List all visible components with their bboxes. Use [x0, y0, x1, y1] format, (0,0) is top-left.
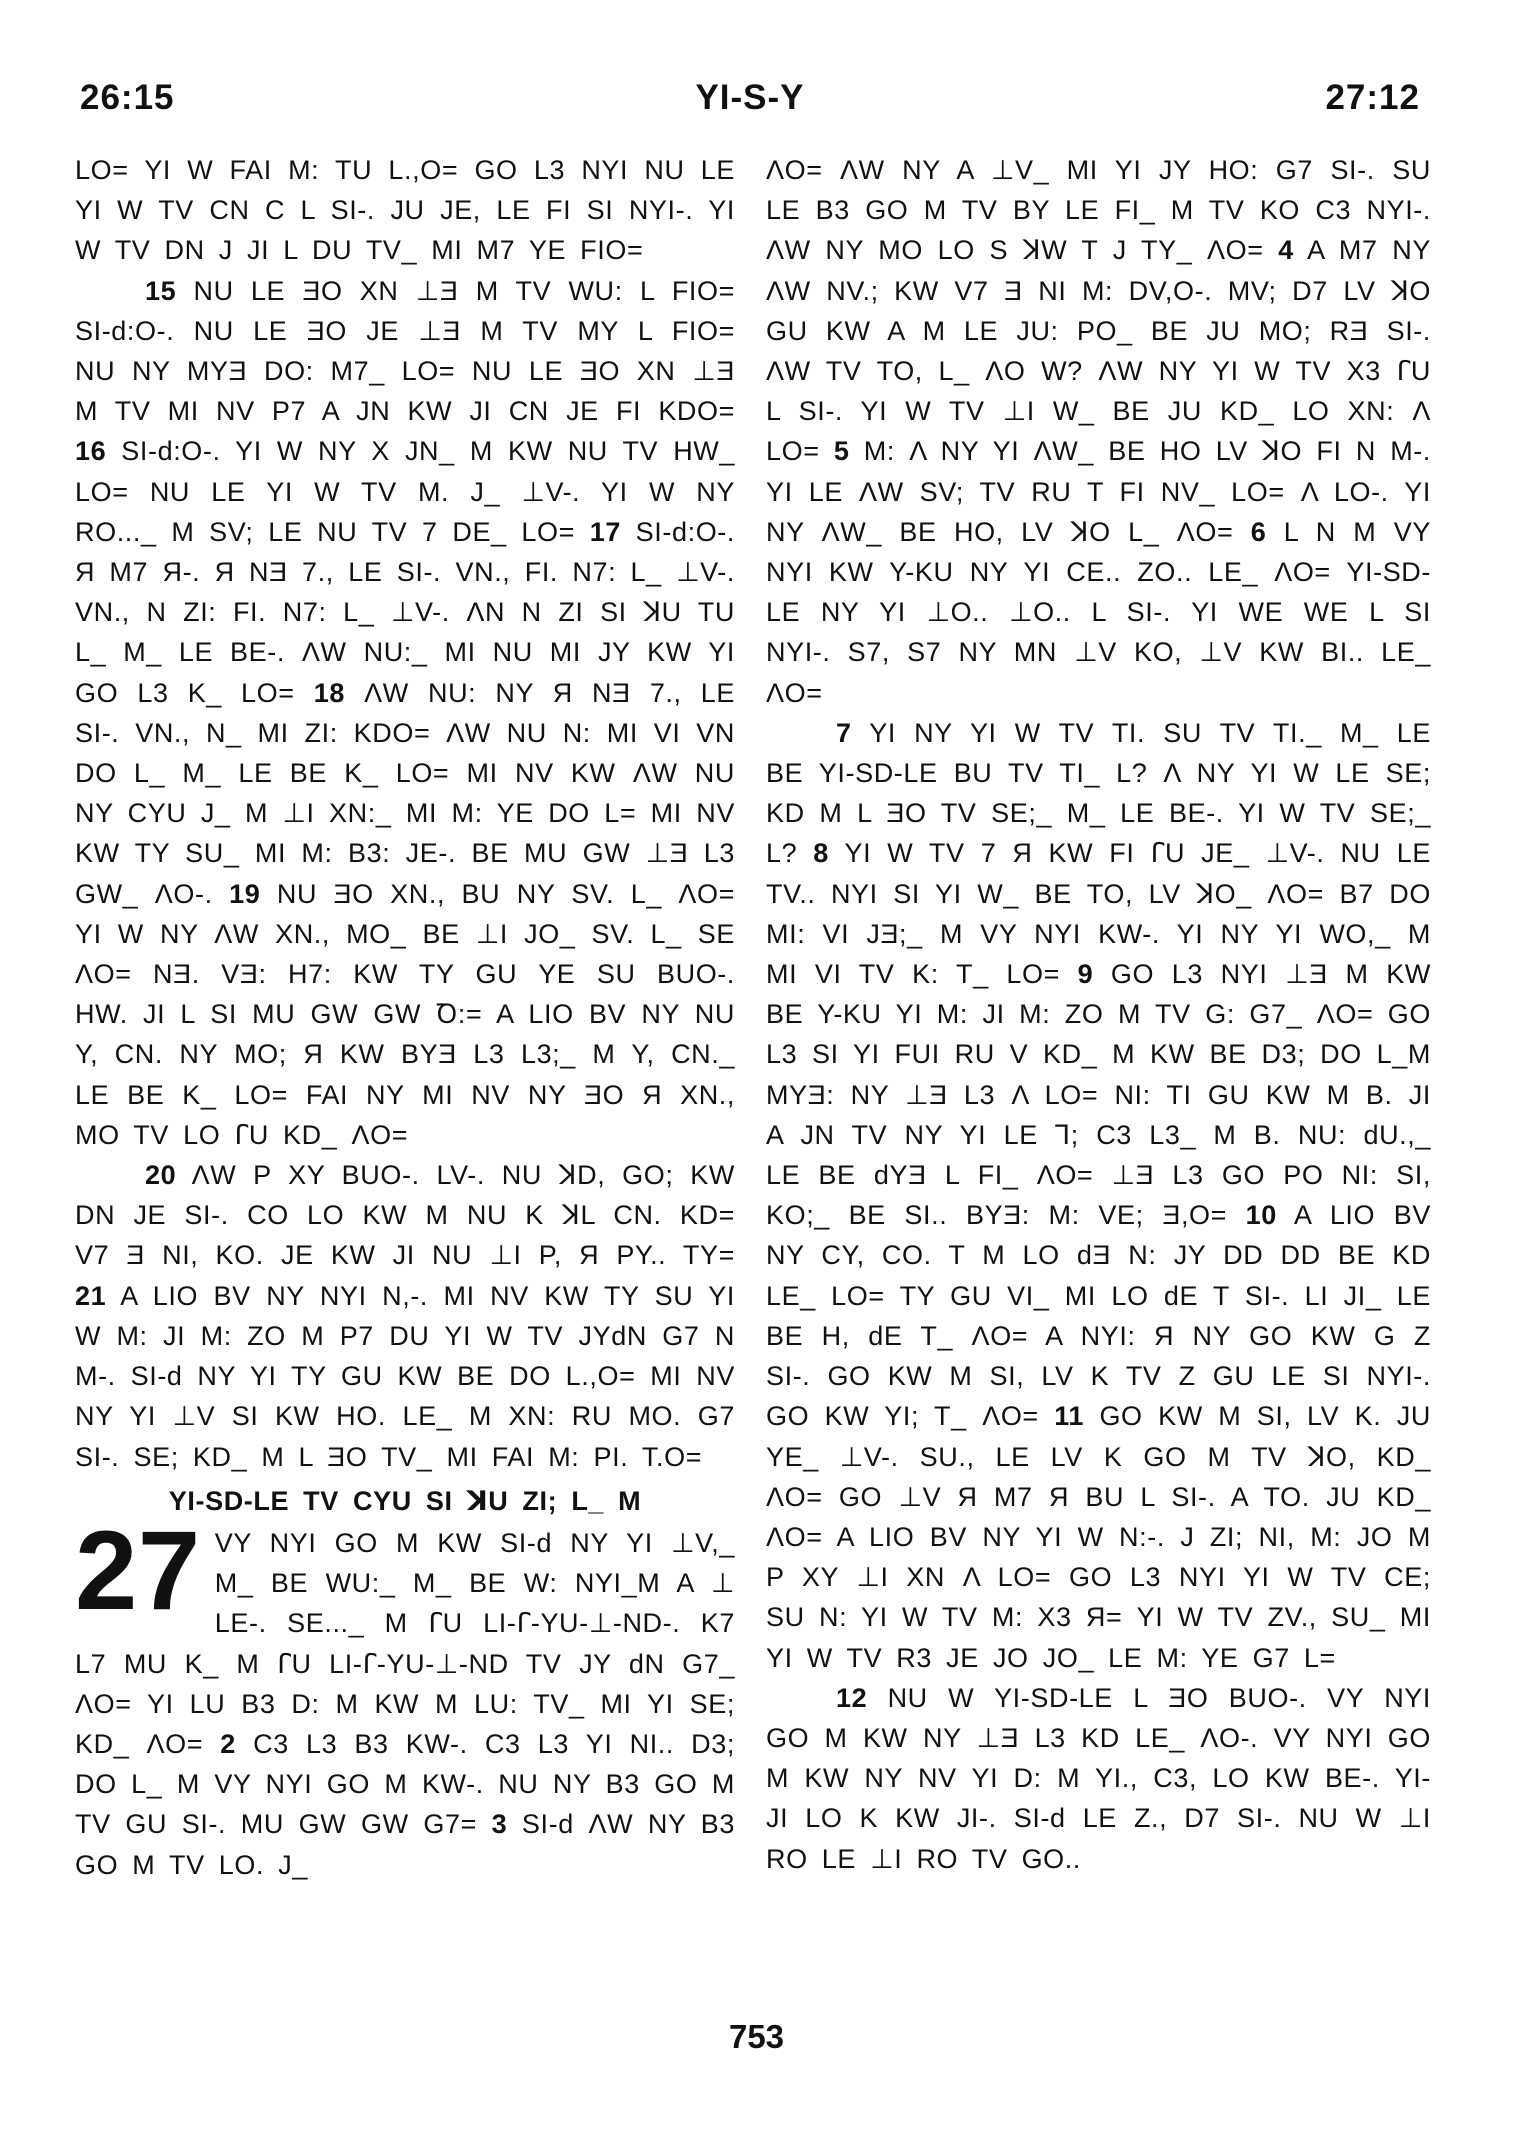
- verse-text: SI-d ΛW NY B3 GO M TV LO. J_: [75, 1809, 735, 1880]
- verse-text: NU LE ƎO XN ⊥Ǝ M TV WU: L FIO= SI-d:O-. NU LE ƎO JE ⊥Ǝ M TV MY L FIO= NU NY MYƎ DO: M7_ LO= NU LE ƎO XN ⊥Ǝ M TV MI NV P7 A JN KW JI CN JE FI KDO=: [75, 275, 735, 427]
- verse-text: ΛW P XY BUO-. LV-. NU ꓘD, GO; KW DN JE SI-. CO LO KW M NU K ꓘL CN. KD= V7 Ǝ NI, KO. JE KW JI NU ⊥I P, Я PY.. TY=: [75, 1160, 735, 1271]
- verse-number: 10: [1245, 1200, 1277, 1231]
- verse-number: 2: [220, 1728, 236, 1759]
- paragraph: [75, 1155, 735, 1477]
- paragraph: [766, 150, 1431, 713]
- page-number: 753: [728, 2018, 785, 2055]
- verse-text: A LIO BV NY NYI N,-. MI NV KW TY SU YI W M: JI M: ZO M P7 DU YI W TV JYdN G7 N M-. SI-d NY YI TY GU KW BE DO L.,O= MI NV NY YI ⊥V SI KW HO. LE_ M XN: RU MO. G7 SI-. SE; KD_ M L ƎO TV_ MI FAI M: PI. T.O=: [75, 1280, 735, 1472]
- verse-text: VY NYI GO M KW SI-d NY YI ⊥V,_ M_ BE WU:_ M_ BE W: NYI_M A ⊥ LE-. SE..._ M ꓩU LI-ꓩ-YU-⊥-ND-. K7 L7 MU K_ M ꓩU LI-ꓩ-YU-⊥-ND TV JY dN G7_ ΛO= YI LU B3 D: M KW M LU: TV_ MI YI SE; KD_ ΛO=: [75, 1527, 735, 1759]
- verse-number: 5: [833, 436, 850, 467]
- chapter-number: 27: [75, 1507, 201, 1633]
- verse-text: A M7 NY ΛW NV.; KW V7 Ǝ NI M: DV,O-. MV; D7 LV ꓘO GU KW A M LE JU: PO_ BE JU MO; RƎ SI-. ΛW TV TO, L_ ΛO W? ΛW NY YI W TV X3 ꓩU L SI-. YI W TV ⊥I W_ BE JU KD_ LO XN: Λ LO=: [766, 235, 1432, 467]
- verse-number: 17: [589, 516, 621, 547]
- verse-text: YI W TV 7 Я KW FI ꓩU JE_ ⊥V-. NU LE TV.. NYI SI YI W_ BE TO, LV ꓘO_ ΛO= B7 DO MI: VI JƎ;_ M VY NYI KW-. YI NY YI WO,_ M MI VI TV K: T_ LO=: [766, 838, 1431, 990]
- verse-number: 8: [813, 838, 829, 869]
- verse-text: SI-d:O-. Я M7 Я-. Я NƎ 7., LE SI-. VN., FI. N7: L_ ⊥V-. VN., N ZI: FI. N7: L_ ⊥V-. ΛN N ZI SI ꓘU TU L_ M_ LE BE-. ΛW NU:_ MI NU MI JY KW YI GO L3 K_ LO=: [75, 516, 735, 708]
- header-verse-range-end: 27:12: [1325, 78, 1420, 117]
- verse-text: YI NY YI W TV TI. SU TV TI._ M_ LE BE YI-SD-LE BU TV TI_ L? Λ NY YI W LE SE; KD M L ƎO TV SE;_ M_ LE BE-. YI W TV SE;_ L?: [766, 717, 1431, 869]
- verse-number: 18: [313, 677, 345, 708]
- paragraph: [766, 1678, 1431, 1879]
- header-book-title: YI-S-Y: [695, 78, 805, 117]
- verse-text: NU W YI-SD-LE L ƎO BUO-. VY NYI GO M KW NY ⊥Ǝ L3 KD LE_ ΛO-. VY NYI GO M KW NY NV YI D: M YI., C3, LO KW BE-. YI-JI LO K KW JI-. SI-d LE Z., D7 SI-. NU W ⊥I RO LE ⊥I RO TV GO..: [766, 1682, 1431, 1874]
- running-header: [80, 78, 1420, 128]
- verse-number: 19: [229, 878, 261, 909]
- chapter-first-paragraph: [75, 1507, 735, 1885]
- verse-text: GO L3 NYI ⊥Ǝ M KW BE Y-KU YI M: JI M: ZO M TV G: G7_ ΛO= GO L3 SI YI FUI RU V KD_ M KW BE D3; DO L_M MYƎ: NY ⊥Ǝ L3 Λ LO= NI: TI GU KW M B. JI A JN TV NY YI LE Ꞁ; C3 L3_ M B. NU: dU.,_ LE BE dYƎ L FI_ ΛO= ⊥Ǝ L3 GO PO NI: SI, KO;_ BE SI.. BYƎ: M: VE; Ǝ,O=: [766, 959, 1431, 1231]
- header-verse-range-start: 26:15: [80, 78, 175, 117]
- verse-number: 7: [836, 717, 852, 748]
- verse-number: 9: [1077, 959, 1094, 990]
- verse-number: 16: [75, 436, 107, 467]
- verse-text: SI-d:O-. YI W NY X JN_ M KW NU TV HW_ LO= NU LE YI W TV M. J_ ⊥V-. YI W NY RO..._ M SV; LE NU TV 7 DE_ LO=: [75, 436, 735, 547]
- verse-text: ΛW NU: NY Я NƎ 7., LE SI-. VN., N_ MI ZI: KDO= ΛW NU N: MI VI VN DO L_ M_ LE BE K_ LO= MI NV KW ΛW NU NY CYU J_ M ⊥I XN:_ MI M: YE DO L= MI NV KW TY SU_ MI M: B3: JE-. BE MU GW ⊥Ǝ L3 GW_ ΛO-.: [75, 677, 735, 909]
- verse-text: M: Λ NY YI ΛW_ BE HO LV ꓘO FI N M-. YI LE ΛW SV; TV RU T FI NV_ LO= Λ LO-. YI NY ΛW_ BE HO, LV ꓘO L_ ΛO=: [766, 436, 1431, 547]
- verse-number: 15: [145, 275, 177, 306]
- verse-text: GO KW M SI, LV K. JU YE_ ⊥V-. SU., LE LV K GO M TV ꓘO, KD_ ΛO= GO ⊥V Я M7 Я BU L SI-. A TO. JU KD_ ΛO= A LIO BV NY YI W N:-. J ZI; NI, M: JO M P XY ⊥I XN Λ LO= GO L3 NYI YI W TV CE; SU N: YI W TV M: X3 Я= YI W TV ZV., SU_ MI YI W TV R3 JE JO JO_ LE M: YE G7 L=: [766, 1401, 1431, 1673]
- verse-number: 20: [145, 1160, 177, 1191]
- verse-text: A LIO BV NY CY, CO. T M LO dƎ N: JY DD DD BE KD LE_ LO= TY GU VI_ MI LO dE T SI-. LI JI_ LE BE H, dE T_ ΛO= A NYI: Я NY GO KW G Z SI-. GO KW M SI, LV K TV Z GU LE SI NYI-. GO KW YI; T_ ΛO=: [766, 1200, 1431, 1432]
- right-text-column: [766, 150, 1431, 1879]
- verse-number: 12: [836, 1682, 868, 1713]
- verse-number: 3: [491, 1809, 508, 1840]
- verse-number: 11: [1054, 1401, 1084, 1432]
- verse-number: 4: [1278, 235, 1294, 266]
- paragraph: [75, 271, 735, 1155]
- left-text-column: [75, 150, 735, 1885]
- paragraph: [75, 150, 735, 271]
- chapter-heading: YI-SD-LE TV CYU SI ꓘU ZI; L_ M: [168, 1485, 642, 1516]
- verse-text: NU ƎO XN., BU NY SV. L_ ΛO= YI W NY ΛW XN., MO_ BE ⊥I JO_ SV. L_ SE ΛO= NƎ. VƎ: H7: KW TY GU YE SU BUO-. HW. JI L SI MU GW GW Ꝺ:= A LIO BV NY NU Y, CN. NY MO; Я KW BYƎ L3 L3;_ M Y, CN._ LE BE K_ LO= FAI NY MI NV NY ƎO Я XN., MO TV LO ꓩU KD_ ΛO=: [75, 878, 735, 1150]
- paragraph-text: ΛO= ΛW NY A ⊥V_ MI YI JY HO: G7 SI-. SU LE B3 GO M TV BY LE FI_ M TV KO C3 NYI-. ΛW NY MO LO S ꓘW T J TY_ ΛO=: [766, 155, 1431, 266]
- verse-text: L N M VY NYI KW Y-KU NY YI CE.. ZO.. LE_ ΛO= YI-SD-LE NY YI ⊥O.. ⊥O.. L SI-. YI WE WE L SI NYI-. S7, S7 NY MN ⊥V KO, ⊥V KW BI.. LE_ ΛO=: [766, 516, 1431, 708]
- verse-number: 21: [75, 1280, 107, 1311]
- verse-number: 6: [1250, 516, 1267, 547]
- paragraph: [766, 713, 1431, 1678]
- paragraph-text: LO= YI W FAI M: TU L.,O= GO L3 NYI NU LE YI W TV CN C L SI-. JU JE, LE FI SI NYI-. YI W TV DN J JI L DU TV_ MI M7 YE FIO=: [75, 155, 735, 266]
- verse-text: C3 L3 B3 KW-. C3 L3 YI NI.. D3; DO L_ M VY NYI GO M KW-. NU NY B3 GO M TV GU SI-. MU GW GW G7=: [75, 1728, 735, 1840]
